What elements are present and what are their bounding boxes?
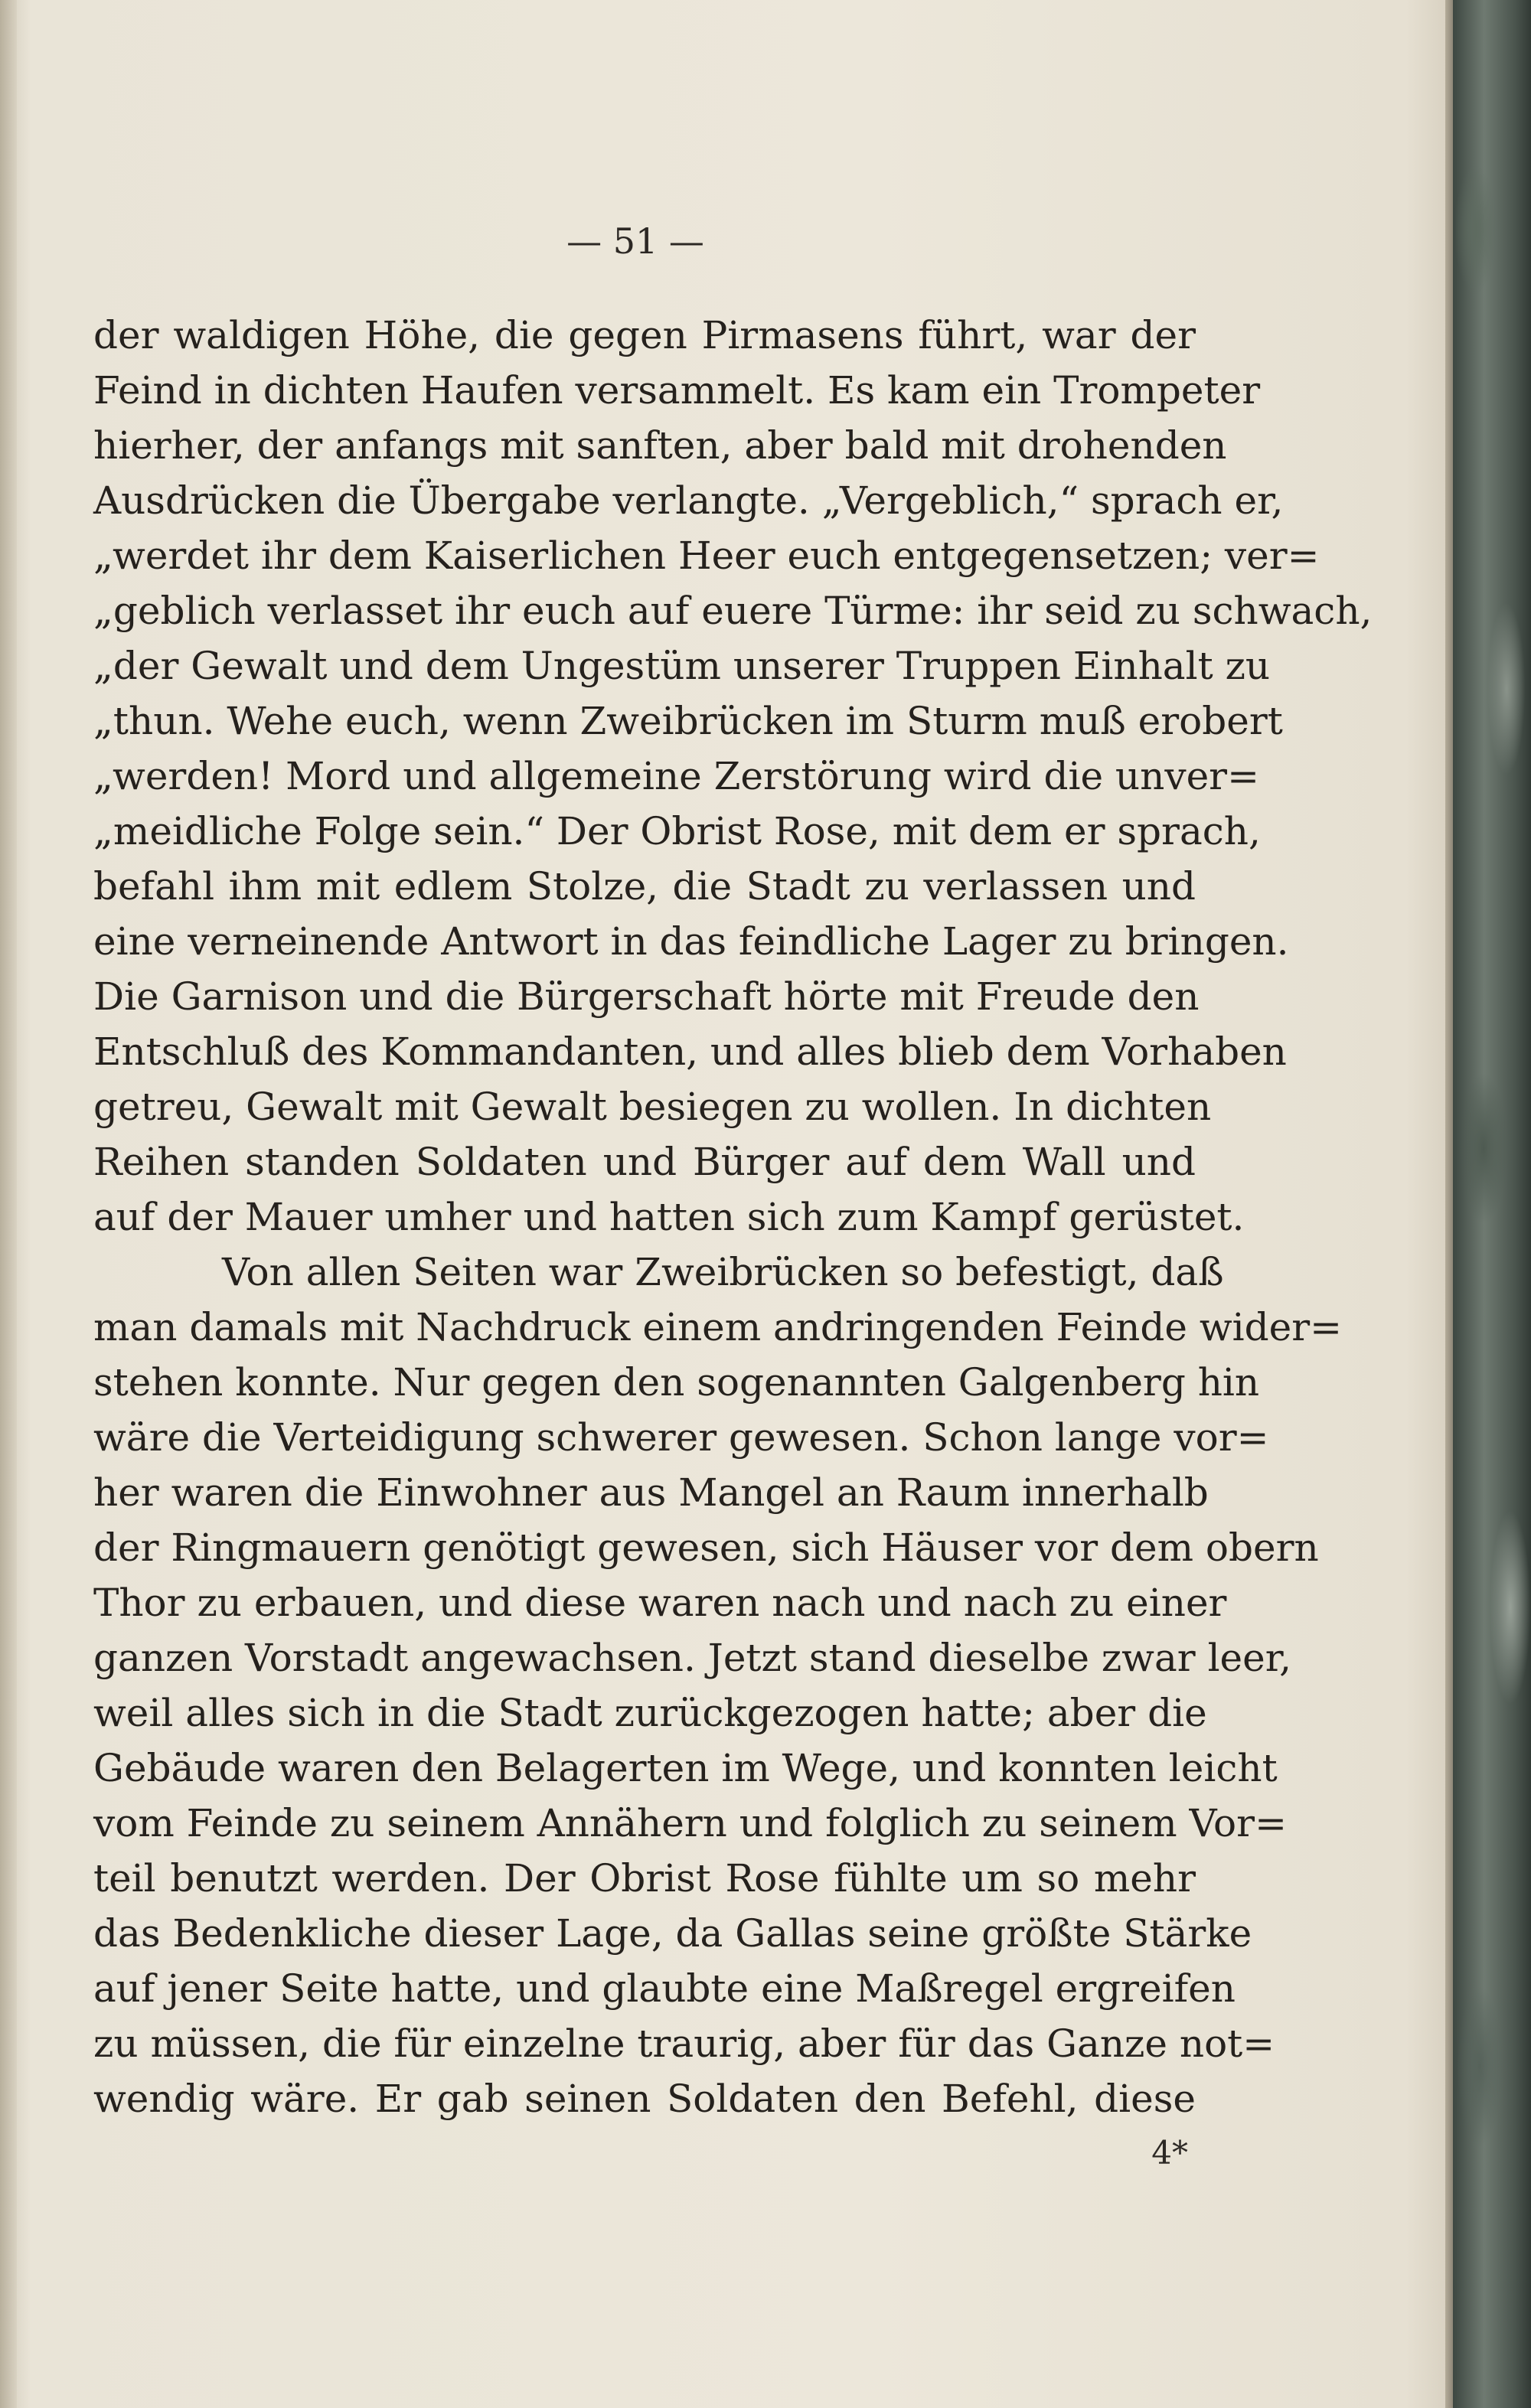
signature-mark: 4* (1151, 2134, 1188, 2171)
text-line: „meidliche Folge sein.“ Der Obrist Rose, mit dem er sprach, (93, 809, 1261, 853)
text-line: Von allen Seiten war Zweibrücken so befestigt, daß (222, 1250, 1224, 1294)
text-line: vom Feinde zu seinem Annähern und folglich zu seinem Vor= (93, 1801, 1287, 1845)
text-line: weil alles sich in die Stadt zurückgezogen hatte; aber die (93, 1691, 1207, 1735)
text-line: befahl ihm mit edlem Stolze, die Stadt zu verlassen und (93, 864, 1196, 909)
text-line: „der Gewalt und dem Ungestüm unserer Truppen Einhalt zu (93, 644, 1271, 688)
text-line: auf jener Seite hatte, und glaubte eine Maßregel ergreifen (93, 1966, 1236, 2011)
text-line: „werden! Mord und allgemeine Zerstörung wird die unver= (93, 754, 1259, 798)
text-line: Feind in dichten Haufen versammelt. Es kam ein Trompeter (93, 368, 1261, 413)
text-line: Thor zu erbauen, und diese waren nach und nach zu einer (93, 1581, 1227, 1625)
text-line: eine verneinende Antwort in das feindliche Lager zu bringen. (93, 919, 1289, 964)
body-text (93, 308, 1373, 2126)
text-line: Gebäude waren den Belagerten im Wege, und konnten leicht (93, 1746, 1278, 1790)
page-left-edge (0, 0, 17, 2408)
text-line: stehen konnte. Nur gegen den sogenannten Galgenberg hin (93, 1360, 1260, 1405)
text-line: Ausdrücken die Übergabe verlangte. „Vergeblich,“ sprach er, (93, 478, 1284, 523)
marbled-cover-edge (1453, 0, 1531, 2408)
text-line: „werdet ihr dem Kaiserlichen Heer euch entgegensetzen; ver= (93, 533, 1320, 578)
text-line: wäre die Verteidigung schwerer gewesen. Schon lange vor= (93, 1415, 1269, 1460)
text-line: man damals mit Nachdruck einem andringenden Feinde wider= (93, 1305, 1343, 1349)
text-line: hierher, der anfangs mit sanften, aber bald mit drohenden (93, 423, 1227, 468)
text-line: wendig wäre. Er gab seinen Soldaten den Befehl, diese (93, 2077, 1196, 2121)
text-line: Entschluß des Kommandanten, und alles blieb dem Vorhaben (93, 1029, 1287, 1074)
text-line: her waren die Einwohner aus Mangel an Raum innerhalb (93, 1470, 1209, 1515)
text-line: Reihen standen Soldaten und Bürger auf dem Wall und (93, 1140, 1196, 1184)
text-line: zu müssen, die für einzelne traurig, aber für das Ganze not= (93, 2021, 1275, 2066)
page-edge-shadow (1445, 0, 1453, 2408)
text-line: ganzen Vorstadt angewachsen. Jetzt stand dieselbe zwar leer, (93, 1636, 1292, 1680)
text-line: „geblich verlasset ihr euch auf euere Türme: ihr seid zu schwach, (93, 589, 1373, 633)
text-line: der Ringmauern genötigt gewesen, sich Häuser vor dem obern (93, 1525, 1319, 1570)
text-line: das Bedenkliche dieser Lage, da Gallas seine größte Stärke (93, 1911, 1252, 1956)
page-number-header: — 51 — (566, 220, 704, 262)
text-line: der waldigen Höhe, die gegen Pirmasens führt, war der (93, 313, 1196, 357)
text-line: Die Garnison und die Bürgerschaft hörte mit Freude den (93, 974, 1200, 1019)
text-line: getreu, Gewalt mit Gewalt besiegen zu wollen. In dichten (93, 1085, 1212, 1129)
text-line: auf der Mauer umher und hatten sich zum Kampf gerüstet. (93, 1195, 1245, 1239)
text-line: „thun. Wehe euch, wenn Zweibrücken im Sturm muß erobert (93, 699, 1283, 743)
text-line: teil benutzt werden. Der Obrist Rose fühlte um so mehr (93, 1856, 1196, 1901)
